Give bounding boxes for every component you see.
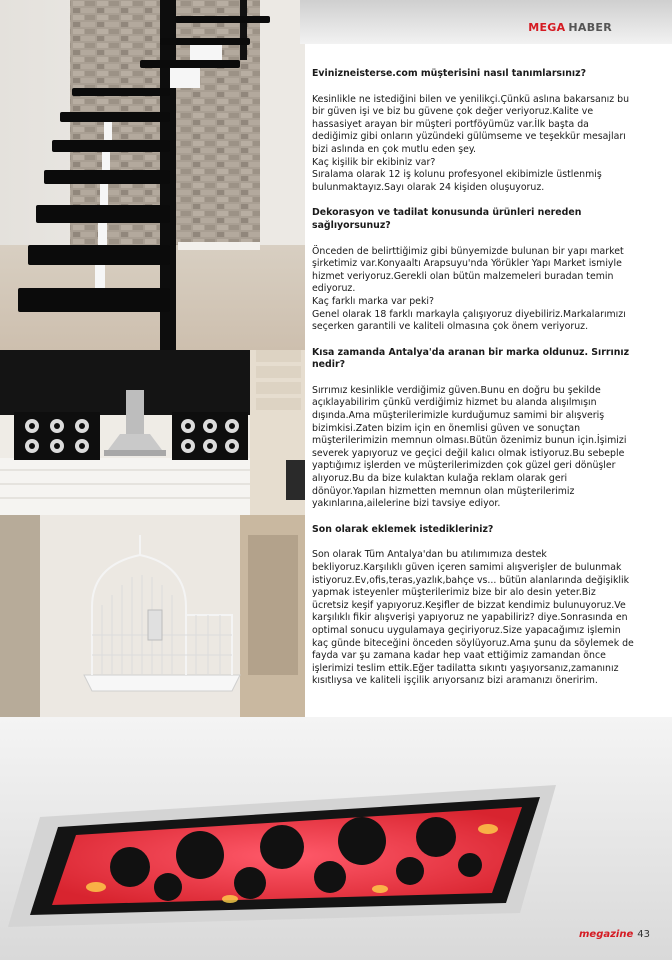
magazine-logo: megazine	[579, 929, 634, 940]
answer-2: Önceden de belirttiğimiz gibi bünyemizde bulunan bir yapı market şirketimiz var.Konyaaltı Arapsuyu'nda Yörükler Yapı Market ismiyle hizmet veriyoruz.Gerekli olan bütün malzemeleri buradan temin ediyoruz. Kaç farklı marka var peki? Genel olarak 18 farklı markayla çalışıyoruz diyebiliriz.Markalarımızı seçerken garantili ve kaliteli olmasına çok önem veriyoruz.	[312, 245, 626, 333]
interview-article	[312, 68, 634, 701]
section-title-haber: HABER	[568, 21, 612, 34]
page-header	[300, 0, 672, 44]
ceiling-light-photo	[0, 717, 672, 960]
birdcage-photo	[0, 515, 305, 717]
question-3: Kısa zamanda Antalya'da aranan bir marka oldunuz. Sırrınız nedir?	[312, 346, 630, 371]
page-footer	[579, 929, 650, 940]
page-number: 43	[637, 929, 650, 940]
question-2: Dekorasyon ve tadilat konusunda ürünleri nereden sağlıyorsunuz?	[312, 207, 582, 231]
kitchen-photo	[0, 350, 305, 515]
section-title	[528, 21, 612, 34]
section-title-mega: MEGA	[528, 21, 566, 34]
stairs-photo	[0, 0, 305, 350]
answer-1: Kesinlikle ne istediğini bilen ve yenilikçi.Çünkü aslına bakarsanız bu bir güven işi ve biz bu güvene çok değer veriyoruz.Kalite ve hassasiyet arayan bir müşteri portföyümüz var.İlk başta da dediğimiz gibi onların yüzündeki gülümseme ve teşekkür mesajları bizi aslında en çok mutlu eden şey. Kaç kişilik bir ekibiniz var? Sıralama olarak 12 iş kolunu profesyonel ekibimizle üstlenmiş bulunmaktayız.Sayı olarak 24 kişiden oluşuyoruz.	[312, 93, 630, 193]
question-1: Evinizneisterse.com müşterisini nasıl tanımlarsınız?	[312, 68, 587, 79]
answer-3: Sırrımız kesinlikle verdiğimiz güven.Bunu en doğru bu şekilde açıklayabilirim çünkü verdiğimiz hizmet bu alanda alışılmışın dışında.Ama müşterilerimizle kurduğumuz samimi bir alışveriş bizimkisi.Zaten bizim için en önemlisi güven ve sonuçtan müşterilerimizin memnun olması.Bütün özenimiz bunun için.İşimizi severek yapıyoruz ve geçici değil kalıcı olmak istiyoruz.Bu sebeple yaptığımız işlerden ve müşterilerimizden çok güzel geri dönüşler alıyoruz.Bu da bize kulaktan kulağa reklam olarak geri dönüyor.Yapılan hizmetten memnun olan müşterilerimiz yakınlarına,ailelerine bizi tavsiye ediyor.	[312, 384, 627, 510]
answer-4: Son olarak Tüm Antalya'dan bu atılımımıza destek bekliyoruz.Karşılıklı güven içeren samimi alışverişler de bulunmak istiyoruz.Ev,ofis,teras,yazlık,bahçe vs... bütün alanlarında değişiklik yapmak isteyenler müşterilerimiz bize bir alo desin yeter.Biz ücretsiz keşif yapıyoruz.Keşifler de bizzat kendimiz bulunuyoruz.Ve karşılıklı fikir alışverişi yapıyoruz ne yapabiliriz? diye.Sonrasında en optimal sonucu uygulamaya geçiriyoruz.Size yapacağımız işlemin kaç günde biteceğini önceden söylüyoruz.Ama şunu da söylemek de fayda var şu zamana kadar hep vaat ettiğimiz zamandan önce işlerimizi teslim ettik.Eğer tadilatta sıkıntı yaşıyorsanız,zamanınız kısıtlıysa ve kaliteli işçilik arıyorsanız bizi aramanızı öneririm.	[312, 549, 634, 687]
question-4: Son olarak eklemek istedikleriniz?	[312, 523, 494, 535]
